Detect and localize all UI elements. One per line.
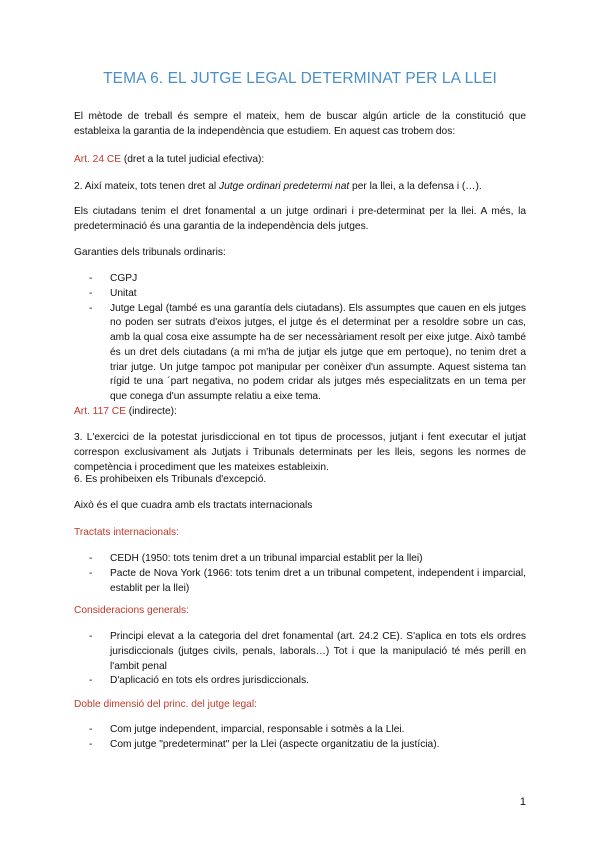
art117-ref: Art. 117 CE — [74, 406, 126, 417]
list-item: - Com jutge independent, imparcial, responsable i sotmès a la Llei. — [74, 723, 526, 738]
art24-point2-post: per la llei, a la defensa i (…). — [349, 181, 482, 192]
art24-desc: (dret a la tutel judicial efectiva): — [121, 154, 265, 165]
treaties-intro: Això és el que cuadra amb els tractats internacionals — [74, 500, 313, 511]
guarantees-label: Garanties dels tribunals ordinaris: — [74, 247, 226, 258]
list-item: - Unitat — [74, 287, 526, 302]
treaties-heading: Tractats internacionals: — [74, 527, 179, 538]
list-item: - D'aplicació en tots els ordres jurisdiccionals. — [74, 674, 526, 689]
general-list — [74, 630, 526, 689]
list-item: - Pacte de Nova York (1966: tots tenim dret a un tribunal competent, independent i imparcial, establit per la llei) — [74, 567, 526, 597]
double-dimension-list — [74, 723, 526, 753]
art24-ref: Art. 24 CE — [74, 154, 121, 165]
art117-point6: 6. Es prohibeixen els Tribunals d'excepció. — [74, 474, 267, 485]
double-dimension-heading: Doble dimensió del princ. del jutge legal: — [74, 699, 257, 710]
art24-paragraph: Els ciutadans tenim el dret fonamental a un jutge ordinari i pre-determinat per la llei. A més, la predeterminació és una garantia de la independència dels jutges. — [74, 206, 526, 232]
list-item: - Jutge Legal (també es una garantía dels ciutadans). Els assumptes que cauen en els jutges no poden ser sutrats d'eixos jutges, el jutge és el determinat per a resoldre sobre un cas, amb la qual cosa eixe assumpte ha de ser necessàriament resolt per eixe jutge. Això també és un dret dels ciutadans (a mi m'ha de jutjar els jutge que em pertoque), no tenim dret a triar jutge. Un jutge tampoc pot manipular per conèixer d'un assumpte. Aquest sistema tan rígid te una ´part negativa, no podem cridar als jutges més especialitzats en un tema per que conega d'un assumpte relatiu a eixe tema. — [74, 302, 526, 405]
art117-point3: 3. L'exercici de la potestat jurisdiccional en tot tipus de processos, jutjant i fent executar el jutjat correspon exclusivament als Jutjats i Tribunals determinats per les lleis, segons les normes de competència i procediment que les mateixes estableixin. — [74, 432, 526, 473]
list-item: - CGPJ — [74, 272, 526, 287]
art24-point2-emphasis: Jutge ordinari predetermi nat — [218, 181, 350, 192]
list-item: - CEDH (1950: tots tenim dret a un tribunal imparcial establit per la llei) — [74, 552, 526, 567]
page-number: 1 — [519, 796, 526, 808]
art117-line — [74, 405, 526, 420]
general-heading: Consideracions generals: — [74, 605, 189, 616]
art24-point2 — [74, 180, 526, 195]
art24-point2-pre: 2. Així mateix, tots tenen dret al — [74, 181, 219, 192]
intro-paragraph: El mètode de treball és sempre el mateix, hem de buscar algún article de la constitució que estableixa la garantia de la independència que estudiem. En aquest cas trobem dos: — [74, 111, 526, 137]
art24-line — [74, 153, 526, 168]
list-item: - Principi elevat a la categoria del dret fonamental (art. 24.2 CE). S'aplica en tots els ordres jurisdiccionals (jutges civils, penals, laborals…) Tot i que la manipulació té més perill en l'ambit penal — [74, 630, 526, 674]
treaties-list — [74, 552, 526, 596]
guarantees-list — [74, 272, 526, 405]
page-title: TEMA 6. EL JUTGE LEGAL DETERMINAT PER LA LLEI — [103, 70, 497, 87]
list-item: - Com jutge "predeterminat" per la Llei (aspecte organitzatiu de la justícia). — [74, 738, 526, 753]
art117-desc: (indirecte): — [125, 406, 177, 417]
